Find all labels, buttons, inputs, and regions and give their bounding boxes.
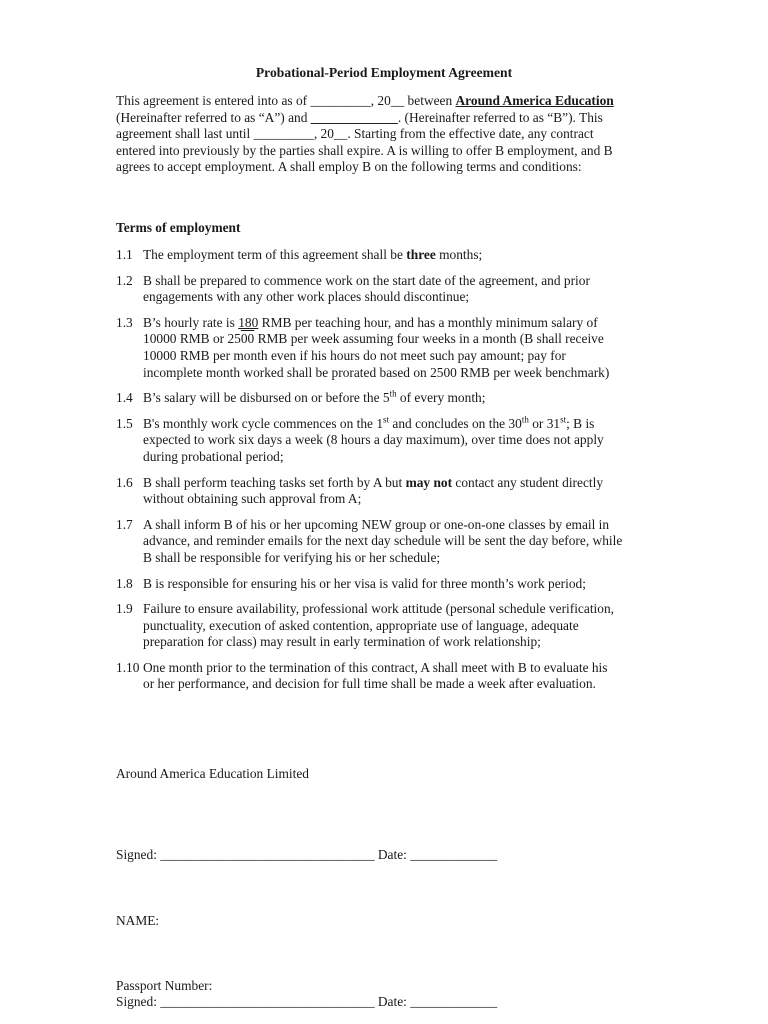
term-text: contact any student directly xyxy=(452,474,604,490)
term-text: RMB per week assuming four weeks in a month (B shall receive xyxy=(254,331,604,347)
term-text: without obtaining such approval from A; xyxy=(143,491,362,507)
term-text: and concludes on the 30 xyxy=(389,415,522,431)
term-text: A shall inform B of his or her upcoming NEW group or one-on-one classes by email in xyxy=(143,516,610,532)
term-text: The employment term of this agreement shall be xyxy=(143,247,407,262)
term-text: advance, and reminder emails for the next day schedule will be sent the day before, while xyxy=(143,533,623,549)
term-text: One month prior to the termination of this contract, A shall meet with B to evaluate his xyxy=(143,659,608,675)
overlined-digits: 00 xyxy=(240,331,255,347)
ordinal-suffix: st xyxy=(560,414,567,425)
signature-line-a: Signed: ________________________________ Date: _____________ xyxy=(116,847,498,862)
term-number: 1.2 xyxy=(116,272,133,288)
intro-line-4: entered into previously by the parties shall expire. A is willing to offer B employment, and B xyxy=(116,142,613,158)
term-text: B’s salary will be disbursed on or before the 5 xyxy=(143,390,390,406)
intro-text: (Hereinafter referred to as “A”) and xyxy=(116,109,311,125)
term-text: punctuality, execution of asked contention, appropriate use of language, adequate xyxy=(143,617,579,633)
term-text: Failure to ensure availability, professional work attitude (personal schedule verification, xyxy=(143,601,614,617)
term-text: B's monthly work cycle commences on the 1 xyxy=(143,415,384,431)
ordinal-suffix: st xyxy=(383,414,390,425)
term-number: 1.9 xyxy=(116,601,133,617)
term-text: B shall be prepared to commence work on the start date of the agreement, and prior xyxy=(143,272,590,288)
intro-text: . (Hereinafter referred to as “B”). This xyxy=(397,109,603,125)
term-number: 1.3 xyxy=(116,314,133,330)
term-item xyxy=(116,315,676,381)
term-text: B shall perform teaching tasks set forth by A but xyxy=(143,474,406,490)
intro-line-5: agrees to accept employment. A shall employ B on the following terms and conditions: xyxy=(116,159,582,175)
term-text: B’s hourly rate is xyxy=(143,314,239,330)
term-emphasis: may not xyxy=(405,474,453,490)
intro-paragraph xyxy=(116,93,656,176)
term-number: 1.4 xyxy=(116,390,133,406)
term-text: during probational period; xyxy=(143,448,284,464)
term-item xyxy=(116,247,676,264)
term-number: 1.6 xyxy=(116,474,133,490)
term-text: or 31 xyxy=(528,415,561,431)
term-number: 1.8 xyxy=(116,575,133,591)
term-item xyxy=(116,576,676,593)
intro-line-2 xyxy=(116,110,656,127)
term-number: 1.5 xyxy=(116,415,133,431)
party-b-blank: _____________ xyxy=(310,109,398,125)
term-text: months; xyxy=(435,247,483,262)
term-item xyxy=(116,475,676,508)
term-text: 10000 RMB or 25 xyxy=(143,331,241,347)
intro-line-1 xyxy=(116,93,656,110)
term-item xyxy=(116,601,676,651)
terms-heading: Terms of employment xyxy=(116,220,241,235)
term-text: RMB per teaching hour, and has a monthly minimum salary of xyxy=(258,314,598,330)
term-text: or her performance, and decision for full time shall be made a week after evaluation. xyxy=(143,676,596,692)
term-item xyxy=(116,273,676,306)
term-text: incomplete month worked shall be prorated based on 2500 RMB per week benchmark) xyxy=(143,364,610,380)
company-name: Around America Education xyxy=(455,93,614,108)
term-text: engagements with any other work places should discontinue; xyxy=(143,289,470,305)
company-line: Around America Education Limited xyxy=(116,766,309,781)
term-item xyxy=(116,660,676,693)
intro-text: This agreement is entered into as of _________, 20__ between xyxy=(116,93,456,108)
term-text: B is responsible for ensuring his or her visa is valid for three month’s work period; xyxy=(143,575,586,591)
terms-list xyxy=(116,247,676,702)
term-text: preparation for class) may result in early termination of work relationship; xyxy=(143,634,541,650)
term-item xyxy=(116,390,676,407)
signature-line-b: Signed: ________________________________ Date: _____________ xyxy=(116,994,498,1009)
term-number: 1.1 xyxy=(116,247,133,262)
term-number: 1.7 xyxy=(116,516,133,532)
term-number: 1.10 xyxy=(116,659,140,675)
term-item xyxy=(116,416,676,466)
term-text: expected to work six days a week (8 hours a day maximum), over time does not apply xyxy=(143,432,604,448)
term-item xyxy=(116,517,676,567)
term-text: of every month; xyxy=(396,390,486,406)
ordinal-suffix: th xyxy=(521,414,529,425)
ordinal-suffix: th xyxy=(389,388,397,399)
document-title: Probational-Period Employment Agreement xyxy=(255,65,513,80)
term-text: ; B is xyxy=(566,415,595,431)
term-text: 10000 RMB per month even if his hours do not meet such pay amount; pay for xyxy=(143,347,566,363)
name-label: NAME: xyxy=(116,913,160,928)
term-text: B shall be responsible for verifying his or her schedule; xyxy=(143,549,441,565)
passport-label: Passport Number: xyxy=(116,978,213,993)
term-emphasis: three xyxy=(406,247,436,262)
hourly-rate: 180 xyxy=(238,314,259,330)
intro-line-3: agreement shall last until _________, 20__. Starting from the effective date, any contract xyxy=(116,126,594,142)
